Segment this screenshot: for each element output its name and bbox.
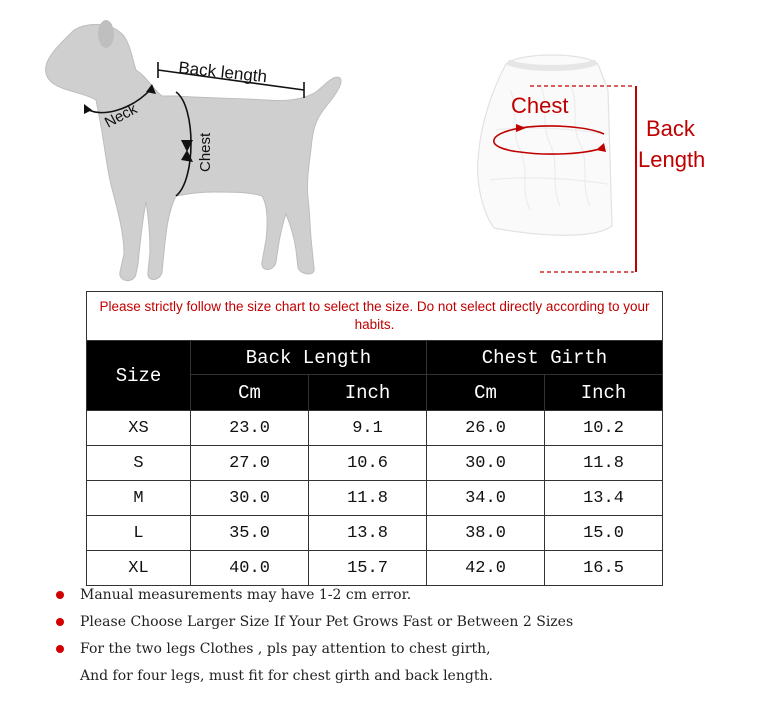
size-cell: S	[87, 446, 191, 481]
table-row	[87, 481, 663, 516]
notice-row	[87, 292, 663, 341]
size-cell: L	[87, 516, 191, 551]
note-text: And for four legs, must fit for chest girth and back length.	[80, 668, 493, 684]
note-item	[54, 583, 734, 610]
dog-label-back-length: Back length	[177, 58, 268, 87]
note-text: Please Choose Larger Size If Your Pet Grows Fast or Between 2 Sizes	[80, 614, 574, 630]
value-cell: 16.5	[545, 551, 663, 586]
size-cell: XS	[87, 411, 191, 446]
bullet-dot-icon	[56, 591, 64, 599]
header-row-groups	[87, 341, 663, 375]
value-cell: 11.8	[545, 446, 663, 481]
note-text: For the two legs Clothes , pls pay attention to chest girth,	[80, 641, 491, 657]
size-chart-table	[86, 291, 663, 586]
sweater-label-back: Back	[646, 116, 695, 141]
group-header-chest-girth: Chest Girth	[427, 341, 663, 375]
sweater-image	[478, 55, 706, 272]
unit-header: Cm	[427, 375, 545, 411]
table-row	[87, 551, 663, 586]
value-cell: 27.0	[191, 446, 309, 481]
sweater-label-chest: Chest	[511, 93, 569, 118]
note-item	[54, 664, 734, 691]
value-cell: 15.7	[309, 551, 427, 586]
value-cell: 26.0	[427, 411, 545, 446]
value-cell: 9.1	[309, 411, 427, 446]
dog-ear	[98, 20, 114, 48]
value-cell: 11.8	[309, 481, 427, 516]
size-header: Size	[87, 341, 191, 411]
value-cell: 13.4	[545, 481, 663, 516]
unit-header: Inch	[309, 375, 427, 411]
table-row	[87, 516, 663, 551]
value-cell: 15.0	[545, 516, 663, 551]
size-illustration	[0, 0, 757, 290]
notes-list	[54, 583, 734, 691]
value-cell: 34.0	[427, 481, 545, 516]
value-cell: 30.0	[191, 481, 309, 516]
value-cell: 40.0	[191, 551, 309, 586]
group-header-back-length: Back Length	[191, 341, 427, 375]
value-cell: 13.8	[309, 516, 427, 551]
unit-header: Cm	[191, 375, 309, 411]
value-cell: 35.0	[191, 516, 309, 551]
value-cell: 23.0	[191, 411, 309, 446]
sweater-label-length: Length	[638, 147, 706, 172]
note-text: Manual measurements may have 1-2 cm error.	[80, 587, 412, 603]
dog-label-chest: Chest	[197, 132, 214, 172]
size-notice: Please strictly follow the size chart to select the size. Do not select directly according to your habits.	[87, 292, 663, 341]
size-cell: M	[87, 481, 191, 516]
value-cell: 42.0	[427, 551, 545, 586]
bullet-dot-icon	[56, 645, 64, 653]
unit-header: Inch	[545, 375, 663, 411]
note-item	[54, 610, 734, 637]
back-length-marker	[158, 58, 304, 98]
table-row	[87, 411, 663, 446]
value-cell: 10.6	[309, 446, 427, 481]
value-cell: 10.2	[545, 411, 663, 446]
bullet-dot-icon	[56, 618, 64, 626]
note-item	[54, 637, 734, 664]
value-cell: 38.0	[427, 516, 545, 551]
value-cell: 30.0	[427, 446, 545, 481]
size-cell: XL	[87, 551, 191, 586]
table-row	[87, 446, 663, 481]
dog-label-neck: Neck	[101, 100, 141, 132]
